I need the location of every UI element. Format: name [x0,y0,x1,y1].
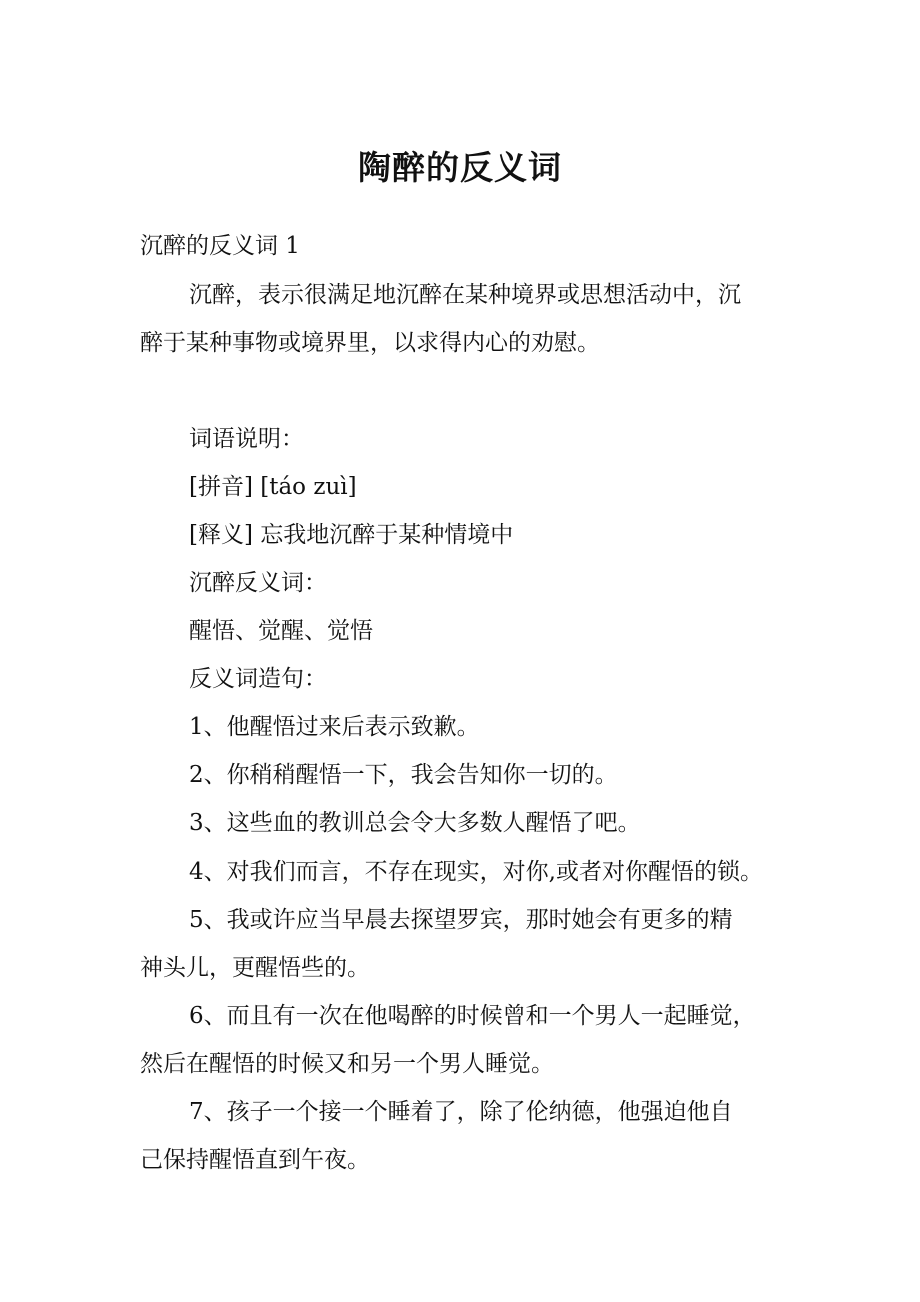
example-7-line-2: 己保持醒悟直到午夜。 [140,1147,370,1173]
pinyin-line: [拼音] [táo zuì] [189,474,357,500]
antonyms-line: 醒悟、觉醒、觉悟 [189,618,373,644]
example-5-line-1: 5、我或许应当早晨去探望罗宾，那时她会有更多的精 [189,907,733,933]
intro-line-2: 醉于某种事物或境界里，以求得内心的劝慰。 [140,330,600,356]
example-6-line-1: 6、而且有一次在他喝醉的时候曾和一个男人一起睡觉， [189,1003,756,1029]
section-heading: 沉醉的反义词 1 [140,233,300,259]
example-4: 4、对我们而言，不存在现实，对你,或者对你醒悟的锁。 [189,859,763,885]
example-5-line-2: 神头儿，更醒悟些的。 [140,955,370,981]
explanation-label: 词语说明： [189,426,304,452]
example-7-line-1: 7、孩子一个接一个睡着了，除了伦纳德，他强迫他自 [189,1099,733,1125]
example-6-line-2: 然后在醒悟的时候又和另一个男人睡觉。 [140,1051,554,1077]
definition-line: [释义] 忘我地沉醉于某种情境中 [189,522,514,548]
example-3: 3、这些血的教训总会令大多数人醒悟了吧。 [189,810,641,836]
example-1: 1、他醒悟过来后表示致歉。 [189,714,480,740]
document-title: 陶醉的反义词 [358,148,562,187]
intro-line-1: 沉醉，表示很满足地沉醉在某种境界或思想活动中，沉 [189,282,741,308]
example-label: 反义词造句： [189,666,327,692]
antonym-label: 沉醉反义词： [189,570,327,596]
example-2: 2、你稍稍醒悟一下，我会告知你一切的。 [189,762,618,788]
